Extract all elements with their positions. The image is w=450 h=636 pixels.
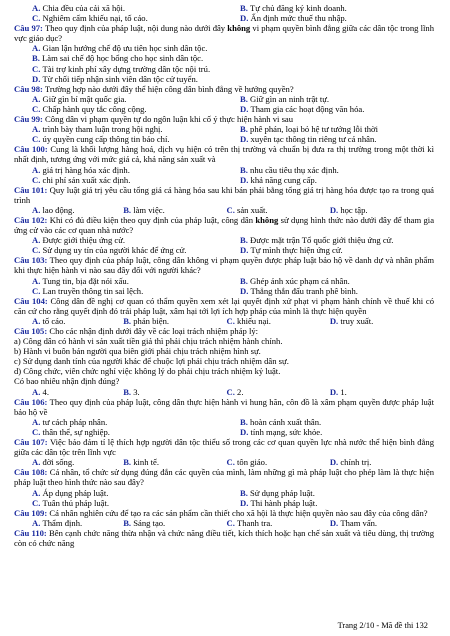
option-text: Giữ gìn bí mật quốc gia. — [42, 93, 127, 104]
question-number: Câu 109: — [14, 507, 48, 518]
option-text: Lan truyền thông tin sai lệch. — [42, 285, 144, 296]
option-label: D. — [329, 517, 341, 528]
statement-line: b) Hành vi buôn bán người qua biên giới phải chịu trách nhiệm hình sự. — [14, 346, 261, 357]
option-cell — [227, 457, 330, 467]
option-cell — [240, 488, 434, 498]
option-cell — [240, 134, 434, 144]
question-number: Câu 100: — [14, 144, 48, 155]
option-text: Tài trợ kinh phí xây dựng trường dân tộc nội trú. — [42, 63, 211, 74]
option-label: A. — [32, 235, 43, 246]
option-text: Thanh tra. — [237, 517, 273, 528]
option-label: D. — [240, 245, 251, 256]
question-block — [14, 84, 434, 114]
option-label: C. — [226, 204, 238, 215]
option-cell — [227, 518, 330, 528]
option-label: B. — [240, 487, 251, 498]
option-label: B. — [123, 517, 134, 528]
option-label: B. — [123, 204, 134, 215]
option-label: D. — [240, 285, 251, 296]
option-label: D. — [240, 13, 251, 24]
option-label: C. — [226, 517, 238, 528]
option-label: C. — [226, 386, 238, 397]
option-label: B. — [123, 315, 134, 326]
option-text: chính trị. — [340, 457, 372, 468]
option-text: Chia đều của cải xã hội. — [42, 3, 126, 13]
options-row — [14, 64, 434, 74]
option-text: Làm sai chế độ học bổng cho học sinh dân tộc. — [42, 53, 204, 64]
question-block — [14, 296, 434, 326]
option-text: Sử dụng uy tín của người khác để ứng cử. — [42, 245, 187, 256]
stem-text: Khi có đủ điều kiện theo quy định của pháp luật, công dân — [47, 214, 256, 225]
option-label: D. — [240, 426, 251, 437]
question-number: Câu 103: — [14, 255, 48, 266]
option-label: D. — [329, 204, 341, 215]
option-text: Giữ gìn an ninh trật tự. — [250, 93, 330, 104]
question-number: Câu 101: — [14, 184, 48, 195]
question-stem — [14, 215, 434, 235]
question-stem — [14, 255, 434, 275]
option-label: C. — [32, 426, 43, 437]
option-cell — [14, 104, 240, 114]
question-number: Câu 106: — [14, 396, 48, 407]
question-block — [14, 255, 434, 295]
option-text: 3. — [133, 386, 140, 397]
option-label: B. — [240, 3, 251, 13]
option-cell — [330, 205, 433, 215]
option-text: phê phán, loại bỏ hệ tư tưởng lỗi thời — [250, 124, 378, 135]
option-label: A. — [32, 386, 43, 397]
option-text: thân thể, sự nghiệp. — [42, 426, 110, 437]
option-cell — [14, 74, 240, 84]
option-label: B. — [240, 416, 251, 427]
option-label: C. — [32, 245, 43, 256]
option-cell — [240, 175, 434, 185]
option-label: D. — [240, 497, 251, 508]
option-label: D. — [329, 386, 341, 397]
option-text: Tuân thủ pháp luật. — [42, 497, 110, 508]
option-text: giá trị hàng hóa xác định. — [42, 164, 130, 175]
option-text: Được giới thiệu ứng cử. — [42, 235, 126, 246]
option-cell — [14, 165, 240, 175]
options-row — [14, 74, 434, 84]
statement-line: d) Công chức, viên chức nghỉ việc không lý do phải chịu trách nhiệm kỷ luật. — [14, 366, 281, 377]
option-text: Tham vấn. — [340, 517, 378, 528]
option-label: A. — [32, 457, 43, 468]
options-row — [14, 104, 434, 114]
option-text: tư cách pháp nhân. — [42, 416, 108, 427]
option-cell — [14, 13, 240, 23]
option-label: A. — [32, 43, 43, 54]
option-text: Chấp hành quy tắc công cộng. — [42, 103, 147, 114]
question-stem — [14, 296, 434, 316]
option-label: B. — [32, 53, 43, 64]
option-cell — [14, 286, 240, 296]
options-row — [14, 175, 434, 185]
option-text: lao động. — [42, 204, 75, 215]
option-label: A. — [32, 124, 43, 135]
options-row — [14, 245, 434, 255]
option-text: Nghiêm cấm khiếu nại, tố cáo. — [42, 13, 148, 24]
option-text: Thẳng thắn đấu tranh phê bình. — [250, 285, 358, 296]
stem-text: Bên cạnh chức năng thừa nhận và chức năng điều tiết, kích thích hoặc hạn chế sản xuất và tiêu dùng, thị trường còn có chức năng — [14, 527, 434, 548]
option-cell — [240, 3, 434, 13]
option-cell — [14, 3, 240, 13]
option-label: C. — [32, 497, 43, 508]
option-cell — [14, 175, 240, 185]
option-cell — [14, 387, 123, 397]
stem-text: sử dụng hình thức nào dưới đây để tham gia ứng cử vào các cơ quan nhà nước? — [14, 214, 435, 236]
question-stem — [14, 437, 434, 457]
question-stem — [14, 326, 434, 336]
statement-line: Có bao nhiêu nhận định đúng? — [14, 376, 120, 387]
option-label: D. — [240, 103, 251, 114]
option-label: A. — [32, 93, 43, 104]
option-cell — [14, 43, 240, 53]
option-cell — [123, 205, 226, 215]
question-stem — [14, 508, 434, 518]
option-cell — [227, 387, 330, 397]
question-block — [14, 437, 434, 467]
option-cell — [330, 316, 433, 326]
options-row — [14, 427, 434, 437]
option-text: Thi hành pháp luật. — [250, 497, 318, 508]
option-cell — [240, 124, 434, 134]
option-label: B. — [240, 93, 251, 104]
options-row — [14, 387, 434, 397]
question-block — [14, 508, 434, 528]
option-text: 4. — [42, 386, 49, 397]
stem-text: Theo quy định của pháp luật, nội dung nào dưới đây — [42, 23, 228, 34]
question-block — [14, 326, 434, 397]
option-cell — [14, 245, 240, 255]
question-number: Câu 105: — [14, 326, 48, 336]
option-cell — [14, 134, 240, 144]
option-label: A. — [32, 3, 43, 13]
option-text: truy xuất. — [340, 315, 374, 326]
option-cell — [14, 417, 240, 427]
option-cell — [240, 427, 434, 437]
question-block — [14, 23, 434, 84]
option-text: tôn giáo. — [237, 457, 268, 468]
stem-text: Cá nhân, tổ chức sử dụng đúng đắn các quyền của mình, làm những gì mà pháp luật cho phép làm là thực hiện pháp luật theo hình thức nào sau đây? — [14, 467, 434, 488]
question-number: Câu 97: — [14, 23, 43, 34]
option-label: B. — [240, 235, 251, 246]
option-cell — [14, 235, 240, 245]
option-label: B. — [240, 124, 251, 135]
stem-text: Việc bảo đảm tỉ lệ thích hợp người dân tộc thiểu số trong các cơ quan quyền lực nhà nước thể hiện bình đẳng giữa các dân tộc trên lĩnh vực — [14, 437, 434, 458]
option-label: B. — [123, 457, 134, 468]
option-cell — [14, 205, 123, 215]
option-text: 1. — [340, 386, 347, 397]
question-number: Câu 108: — [14, 467, 48, 478]
option-cell — [330, 518, 433, 528]
option-text: khả năng cung cấp. — [250, 174, 317, 185]
option-text: hoàn cảnh xuất thân. — [250, 416, 322, 427]
option-text: xuyên tạc thông tin riêng tư cá nhân. — [250, 134, 377, 145]
option-cell — [240, 94, 434, 104]
option-text: tính mạng, sức khỏe. — [250, 426, 323, 437]
option-cell — [14, 518, 123, 528]
emphasis-word: không — [255, 214, 279, 225]
question-number: Câu 98: — [14, 83, 43, 94]
options-row — [14, 235, 434, 245]
option-cell — [240, 417, 434, 427]
options-row — [14, 276, 434, 286]
option-text: khiếu nại. — [237, 315, 271, 326]
option-label: A. — [32, 487, 43, 498]
question-number: Câu 102: — [14, 214, 48, 225]
question-block — [14, 185, 434, 215]
options-row — [14, 205, 434, 215]
option-cell — [240, 235, 434, 245]
options-row — [14, 134, 434, 144]
page-footer: Trang 2/10 - Mã đề thi 132 — [337, 620, 428, 630]
options-row — [14, 43, 434, 53]
option-label: A. — [32, 315, 43, 326]
stem-text: Cá nhân nghiên cứu để tạo ra các sản phẩm cần thiết cho xã hội là thực hiện quyền nào sau đây của công dân? — [47, 507, 428, 518]
stem-text: Trường hợp nào dưới đây thể hiện công dân bình đẳng về hưởng quyền? — [42, 83, 294, 94]
option-cell — [123, 457, 226, 467]
option-label: C. — [32, 174, 43, 185]
stem-text: Theo quy định của pháp luật, công dân thực hiện hành vi hung hãn, côn đồ là xâm phạm quyền được pháp luật bảo hộ về — [14, 396, 434, 417]
options-row — [14, 498, 434, 508]
question-stem — [14, 23, 434, 43]
option-cell — [240, 165, 434, 175]
option-cell — [240, 286, 434, 296]
stem-text: vi phạm quyền bình đẳng giữa các dân tộc trong lĩnh vực giáo dục? — [14, 23, 434, 44]
question-stem — [14, 185, 434, 205]
option-text: trình bày tham luận trong hội nghị. — [42, 124, 163, 135]
option-text: Thẩm định. — [42, 517, 83, 528]
stem-text: Công dân đề nghị cơ quan có thẩm quyền xem xét lại quyết định xử phạt vi phạm hành chính về thuế khi có căn cứ cho rằng quyết định đó trái pháp luật, xâm hại tới lợi ích hợp pháp của mình là thực hiện quyền — [14, 295, 435, 316]
statement-line: a) Công dân có hành vi sản xuất tiền giả thì phải chịu trách nhiệm hành chính. — [14, 336, 283, 347]
options-row — [14, 286, 434, 296]
options-row — [14, 165, 434, 175]
option-text: sản xuất. — [237, 204, 268, 215]
option-label: A. — [32, 517, 43, 528]
option-cell — [123, 518, 226, 528]
option-cell — [14, 124, 240, 134]
option-text: tố cáo. — [42, 315, 66, 326]
options-row — [14, 13, 434, 23]
option-cell — [14, 316, 123, 326]
option-label: A. — [32, 416, 43, 427]
options-row — [14, 316, 434, 326]
option-text: Ghép ảnh xúc phạm cá nhân. — [250, 275, 350, 286]
option-text: làm việc. — [133, 204, 165, 215]
options-row — [14, 3, 434, 13]
option-label: D. — [32, 73, 43, 84]
question-number: Câu 99: — [14, 114, 43, 125]
option-text: Áp dụng pháp luật. — [42, 487, 109, 498]
options-row — [14, 94, 434, 104]
option-text: kinh tế. — [133, 457, 159, 468]
option-label: C. — [32, 103, 43, 114]
option-label: B. — [123, 386, 134, 397]
statement-line: c) Sử dụng danh tính của người khác để chuộc lợi phải chịu trách nhiệm dân sự. — [14, 356, 289, 367]
option-cell — [227, 316, 330, 326]
options-row — [14, 124, 434, 134]
question-stem — [14, 144, 434, 164]
question-stem — [14, 114, 434, 124]
option-cell — [14, 53, 240, 63]
option-cell — [330, 387, 433, 397]
option-cell — [14, 457, 123, 467]
option-cell — [14, 488, 240, 498]
option-label: A. — [32, 164, 43, 175]
option-cell — [14, 276, 240, 286]
option-label: B. — [240, 275, 251, 286]
emphasis-word: không — [227, 23, 251, 34]
option-text: nhu cầu tiêu thụ xác định. — [250, 164, 339, 175]
option-text: phản biện. — [133, 315, 170, 326]
options-row — [14, 417, 434, 427]
option-label: A. — [32, 275, 43, 286]
option-text: úy quyền cung cấp thông tin báo chí. — [42, 134, 170, 145]
option-text: Tung tin, bịa đặt nói xấu. — [42, 275, 129, 286]
question-block — [14, 114, 434, 144]
option-cell — [240, 104, 434, 114]
option-cell — [14, 427, 240, 437]
stem-text: Cho các nhận định dưới đây về các loại trách nhiệm pháp lý: — [47, 326, 259, 336]
option-cell — [123, 387, 226, 397]
stem-text: Công dân vi phạm quyền tự do ngôn luận khi cố ý thực hiện hành vi sau — [42, 114, 294, 125]
option-text: 2. — [237, 386, 244, 397]
option-cell — [227, 205, 330, 215]
question-number: Câu 104: — [14, 295, 48, 306]
option-cell — [14, 94, 240, 104]
question-stem — [14, 467, 434, 487]
option-text: Sáng tạo. — [133, 517, 166, 528]
question-stem — [14, 397, 434, 417]
question-block — [14, 215, 434, 255]
question-block — [14, 467, 434, 507]
option-text: Gian lận hướng chế độ ưu tiên học sinh dân tộc. — [42, 43, 208, 54]
option-label: D. — [329, 315, 341, 326]
option-cell — [330, 457, 433, 467]
option-label: C. — [32, 285, 43, 296]
option-text: đời sống. — [42, 457, 75, 468]
stem-text: Cung là khối lượng hàng hoá, dịch vụ hiện có trên thị trường và chuẩn bị đưa ra thị trường trong một thời kì nhất định, tương ứng với mức giá cả, khả năng sản xuất và — [14, 144, 434, 165]
option-cell — [240, 276, 434, 286]
option-text: học tập. — [340, 204, 368, 215]
option-cell — [240, 498, 434, 508]
question-block — [14, 528, 434, 548]
option-label: D. — [240, 174, 251, 185]
option-label: C. — [32, 13, 43, 24]
option-text: Tự chủ đăng ký kinh doanh. — [250, 3, 347, 13]
question-number: Câu 107: — [14, 437, 48, 448]
question-number: Câu 110: — [14, 527, 47, 538]
option-cell — [14, 498, 240, 508]
option-text: Sử dụng pháp luật. — [250, 487, 315, 498]
question-block — [14, 397, 434, 437]
question-stem — [14, 84, 434, 94]
option-label: C. — [226, 315, 238, 326]
option-label: D. — [240, 134, 251, 145]
option-label: A. — [32, 204, 43, 215]
option-cell — [123, 316, 226, 326]
options-row — [14, 53, 434, 63]
option-text: Tham gia các hoạt động văn hóa. — [250, 103, 365, 114]
stem-text: Quy luật giá trị yêu cầu tổng giá cả hàng hóa sau khi bán phải bằng tổng giá trị hàng hóa được tạo ra trong quá trình — [14, 184, 435, 205]
option-text: Tự mình thực hiện ứng cử. — [250, 245, 343, 256]
option-label: D. — [329, 457, 341, 468]
option-text: Ấn định mức thuế thu nhập. — [250, 13, 347, 24]
option-cell — [240, 245, 434, 255]
option-label: B. — [240, 164, 251, 175]
options-row — [14, 488, 434, 498]
option-text: Từ chối tiếp nhận sinh viên dân tộc cử tuyển. — [42, 73, 198, 84]
option-text: Được mặt trận Tổ quốc giới thiệu ứng cử. — [250, 235, 394, 246]
question-stem — [14, 528, 434, 548]
option-label: C. — [226, 457, 238, 468]
option-cell — [14, 64, 240, 74]
option-label: C. — [32, 63, 43, 74]
stem-text: Theo quy định của pháp luật, công dân không vi phạm quyền được pháp luật bảo hộ về danh dự và nhân phẩm khi thực hiện hành vi nào sau đây đối với người khác? — [14, 255, 435, 276]
options-row — [14, 518, 434, 528]
option-label: C. — [32, 134, 43, 145]
option-cell — [240, 13, 434, 23]
option-text: chi phí sản xuất xác định. — [42, 174, 131, 185]
options-row — [14, 457, 434, 467]
question-block — [14, 144, 434, 184]
